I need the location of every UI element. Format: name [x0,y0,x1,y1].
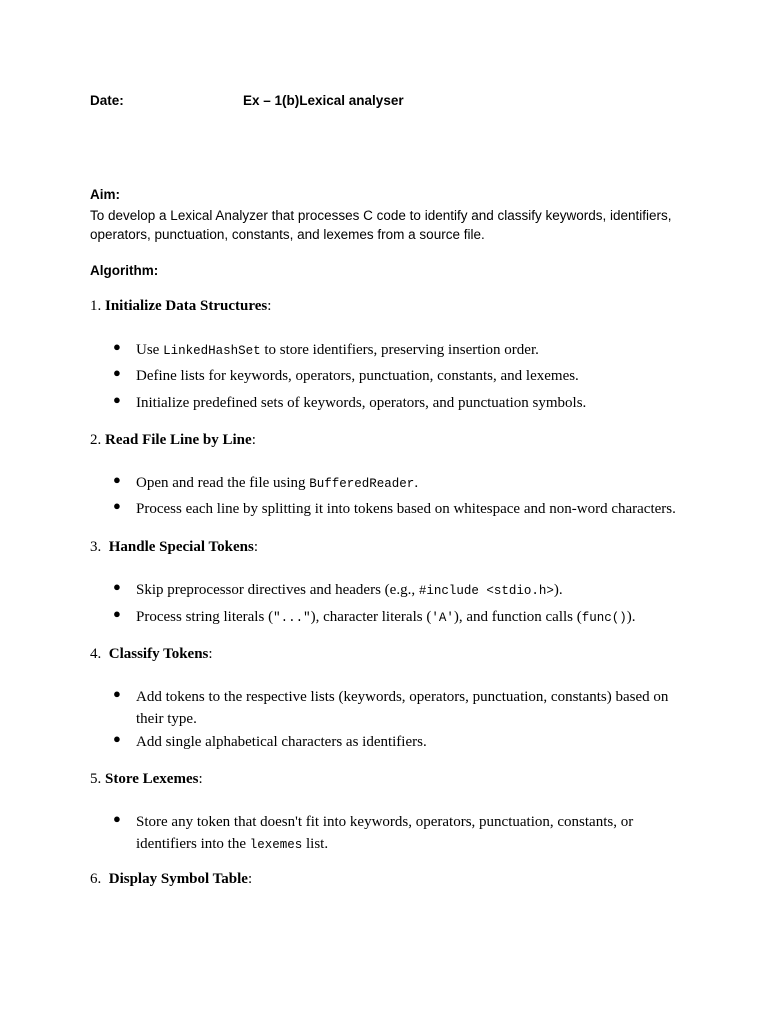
step-suffix: : [247,871,253,887]
step-title: Handle Special Tokens [108,539,254,555]
bullet-icon: ● [113,686,121,701]
step-1-heading [90,298,271,315]
bullet-icon: ● [113,579,121,594]
step-number: 3. [90,539,109,555]
step-6-heading [90,871,252,888]
step-4-heading [90,646,213,663]
step-title: Read File Line by Line [105,432,252,448]
inline-code: 'A' [431,611,454,625]
step-suffix: : [208,646,213,662]
bullet-icon: ● [113,472,121,487]
step-number: 5. [90,771,105,787]
document-header [90,93,404,108]
inline-code: #include <stdio.h> [418,584,554,598]
bullet-icon: ● [113,731,121,746]
exercise-title: Ex – 1(b)Lexical analyser [243,93,404,108]
step-suffix: : [251,432,256,448]
inline-code: func() [581,611,627,625]
step-3-heading [90,539,258,556]
bullet-icon: ● [113,811,121,826]
step-5-heading [90,771,203,788]
step-title: Classify Tokens [108,646,209,662]
step-number: 1. [90,298,105,314]
step-title: Display Symbol Table [108,871,248,887]
bullet-icon: ● [113,392,121,407]
algorithm-heading: Algorithm: [90,263,159,278]
bullet-icon: ● [113,606,121,621]
step-suffix: : [198,771,203,787]
aim-heading: Aim: [90,187,120,202]
inline-code: LinkedHashSet [163,344,261,358]
step-suffix: : [253,539,258,555]
aim-text: To develop a Lexical Analyzer that processes C code to identify and classify keywords, identifiers, operators, punctuation, constants, and lexemes from a source file. [90,208,672,242]
step-title: Initialize Data Structures [105,298,268,314]
step-2-heading [90,432,256,449]
inline-code: lexemes [249,838,303,852]
bullet-icon: ● [113,498,121,513]
step-number: 2. [90,432,105,448]
step-title: Store Lexemes [105,771,199,787]
date-label: Date: [90,93,124,108]
step-suffix: : [267,298,272,314]
inline-code: "..." [273,611,311,625]
step-number: 4. [90,646,109,662]
bullet-icon: ● [113,365,121,380]
bullet-icon: ● [113,339,121,354]
inline-code: BufferedReader [309,477,415,491]
step-number: 6. [90,871,109,887]
